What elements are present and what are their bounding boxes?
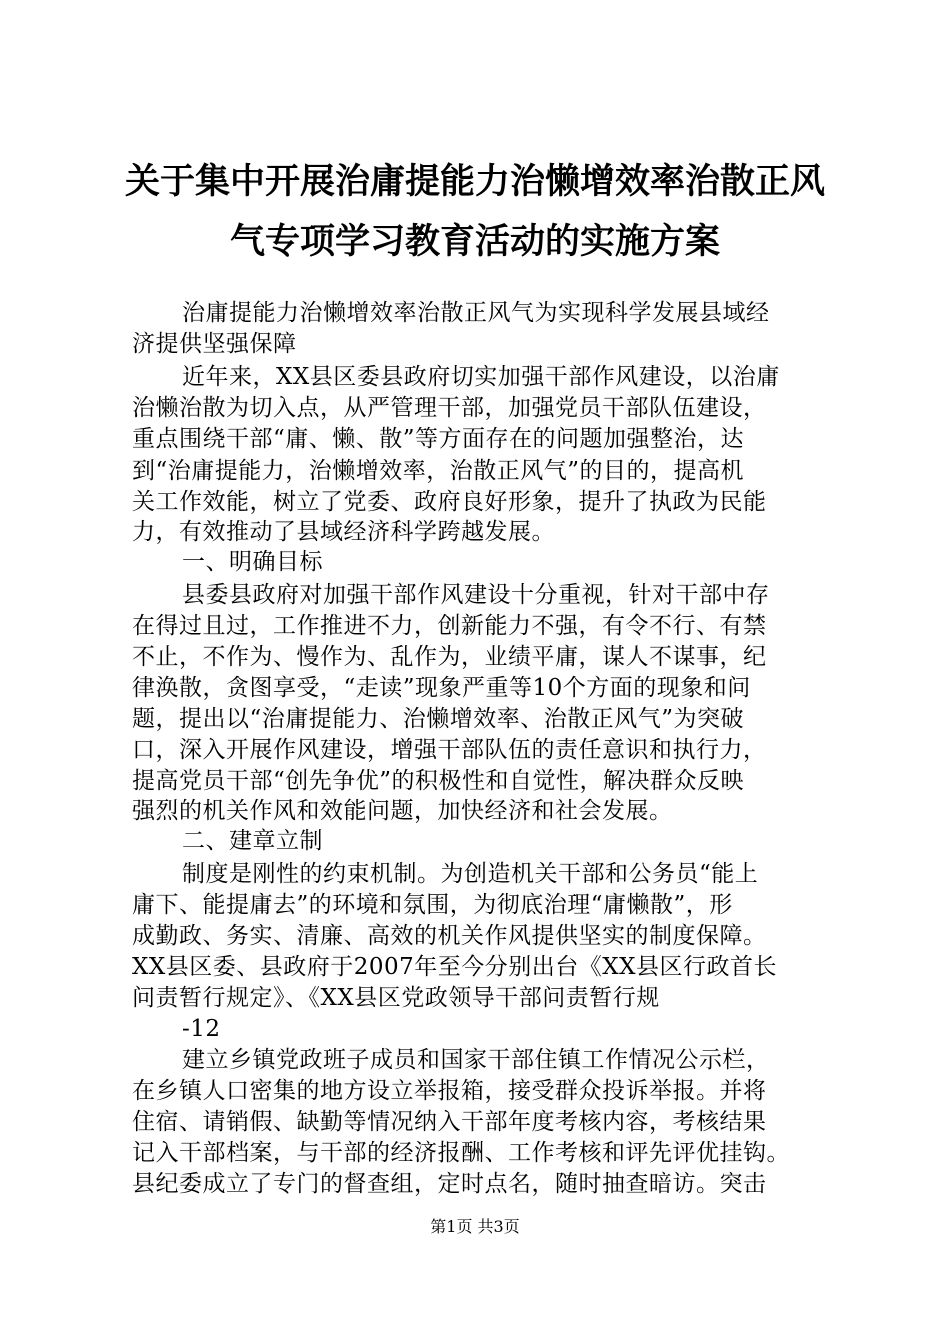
section-heading: 二、建章立制 [182,828,323,854]
body-line: 力，有效推动了县域经济科学跨越发展。 [132,519,555,545]
body-line: 到“治庸提能力，治懒增效率，治散正风气”的目的，提高机 [132,458,745,484]
body-line: 在乡镇人口密集的地方设立举报箱，接受群众投诉举报。并将 [132,1078,767,1104]
body-line: 提高党员干部“创先争优”的积极性和自觉性，解决群众反映 [132,768,745,794]
body-line: 庸下、能提庸去”的环境和氛围，为彻底治理“庸懒散”，形 [132,892,733,918]
body-line: 问责暂行规定》、《XX县区党政领导干部问责暂行规 [132,985,660,1011]
body-line: 治懒治散为切入点，从严管理干部，加强党员干部队伍建设， [132,395,767,421]
body-line: 记入干部档案，与干部的经济报酬、工作考核和评先评优挂钩。 [132,1140,790,1166]
body-line: 强烈的机关作风和效能问题，加快经济和社会发展。 [132,798,673,824]
body-line: 建立乡镇党政班子成员和国家干部住镇工作情况公示栏， [182,1047,770,1073]
body-line: 县纪委成立了专门的督查组，定时点名，随时抽查暗访。突击 [132,1171,767,1197]
body-line: 在得过且过，工作推进不力，创新能力不强，有令不行、有禁 [132,613,767,639]
section-heading: 一、明确目标 [182,549,323,575]
body-line: XX县区委、县政府于2007年至今分别出台《XX县区行政首长 [132,954,778,980]
body-line: 制度是刚性的约束机制。为创造机关干部和公务员“能上 [182,861,759,887]
page-marker: -12 [182,1016,221,1042]
body-line: 治庸提能力治懒增效率治散正风气为实现科学发展县域经 [182,300,770,326]
body-line: 重点围绕干部“庸、懒、散”等方面存在的问题加强整治，达 [132,426,745,452]
body-line: 住宿、请销假、缺勤等情况纳入干部年度考核内容，考核结果 [132,1109,767,1135]
document-title-line-2: 气专项学习教育活动的实施方案 [229,222,720,262]
body-line: 口，深入开展作风建设，增强干部队伍的责任意识和执行力， [132,737,767,763]
body-line: 题，提出以“治庸提能力、治懒增效率、治散正风气”为突破 [132,706,745,732]
body-line: 成勤政、务实、清廉、高效的机关作风提供坚实的制度保障。 [132,923,767,949]
body-line: 济提供坚强保障 [132,331,297,357]
body-line: 县委县政府对加强干部作风建设十分重视，针对干部中存 [182,582,770,608]
body-line: 律涣散，贪图享受，“走读”现象严重等10个方面的现象和问 [132,675,751,701]
body-line: 近年来，XX县区委县政府切实加强干部作风建设，以治庸 [182,364,780,390]
document-title-line-1: 关于集中开展治庸提能力治懒增效率治散正风 [124,162,825,202]
body-line: 关工作效能，树立了党委、政府良好形象，提升了执政为民能 [132,489,767,515]
body-line: 不止，不作为、慢作为、乱作为，业绩平庸，谋人不谋事，纪 [132,644,767,670]
page-footer: 第1页 共3页 [430,1217,520,1236]
